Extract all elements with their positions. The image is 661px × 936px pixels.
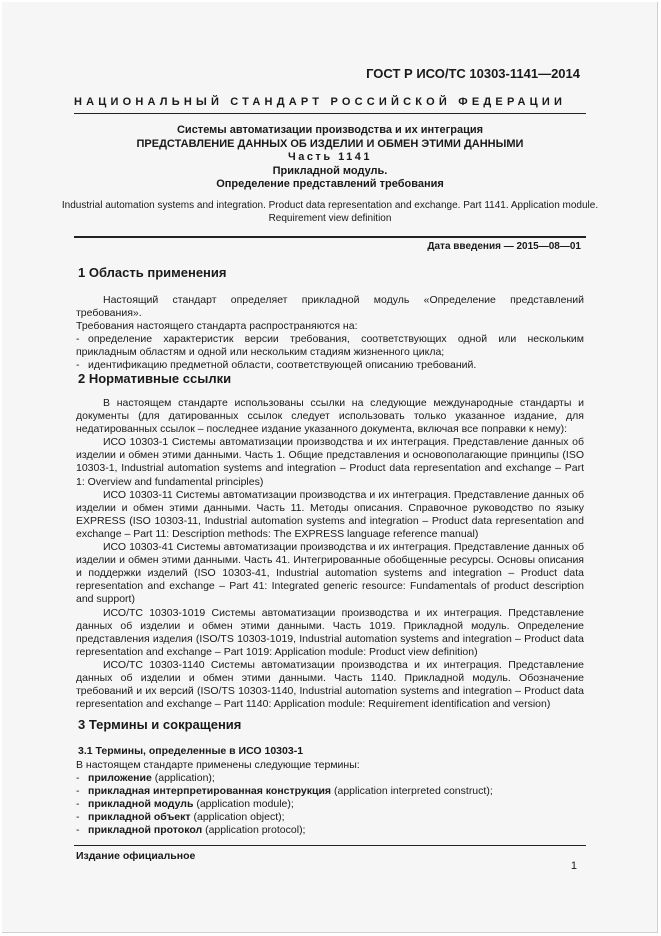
title-line-5: Определение представлений требования <box>216 178 444 190</box>
document-page <box>2 2 658 933</box>
reference-iso-10303-41: ИСО 10303-41 Системы автоматизации производства и их интеграция. Представление данных об изделии и обмен этими данными. Часть 41. Интегрированные обобщенные ресурсы. Основы описания и поддержки изделий (ISO 10303-41, Industrial automation systems and integration – Product data representation and exchange – Part 41: Integrated generic resource: Fundamentals of product description and support) <box>76 541 584 606</box>
section-1-body: Настоящий стандарт определяет прикладной модуль «Определение представлений требования». Требования настоящего стандарта распространяются на: - определение характеристик версии требования, соответствующих одной или нескольким прикладным областям и одной или нескольким стадиям жизненного цикла; - идентификацию предметной области, соответствующей описанию требований. <box>76 294 584 372</box>
title-line-4: Прикладной модуль. <box>272 164 388 177</box>
section-2-intro: В настоящем стандарте использованы ссылки на следующие международные стандарты и документы (для датированных ссылок следует использовать только указанное издание, для недатированных ссылок – последнее издание указанного документа, включая все поправки к нему): <box>76 397 584 436</box>
section-3-body <box>76 759 584 838</box>
term-en: (application protocol); <box>205 824 306 837</box>
title-part: Часть 1141 <box>287 151 373 163</box>
header-rule <box>74 113 586 114</box>
page-number: 1 <box>570 860 577 872</box>
subsection-3-1-heading: 3.1 Термины, определенные в ИСО 10303-1 <box>78 745 304 757</box>
term-en: (application module); <box>196 798 294 811</box>
introduction-date: Дата введения — 2015—08—01 <box>427 241 581 252</box>
term-ru: прикладная интерпретированная конструкция <box>88 785 332 798</box>
national-standard-banner: НАЦИОНАЛЬНЫЙ СТАНДАРТ РОССИЙСКОЙ ФЕДЕРАЦИИ <box>74 96 567 108</box>
reference-iso-ts-10303-1140: ИСО/ТС 10303-1140 Системы автоматизации производства и их интеграция. Представление данных об изделии и обмен этими данными. Часть 1140. Прикладной модуль. Обозначение требований и их версий (ISO/TS 10303-1140, Industrial automation systems and integration – Product data representation and exchange – Part 1140: Application module: Requirement identification and version) <box>76 658 584 711</box>
date-rule <box>74 236 586 238</box>
section-1-heading: 1 Область применения <box>78 265 227 280</box>
section-1-bullet-2: идентификацию предметной области, соответствующей описанию требований. <box>88 359 477 372</box>
reference-iso-ts-10303-1019: ИСО/ТС 10303-1019 Системы автоматизации производства и их интеграция. Представление данных об изделии и обмен этими данными. Часть 1019. Прикладной модуль. Определение представления изделия (ISO/TS 10303-1019, Industrial automation systems and integration – Product data representation and exchange – Part 1019: Application module: Product view definition) <box>76 606 584 658</box>
section-3-heading: 3 Термины и сокращения <box>78 717 242 732</box>
term-item: - прикладной протокол (application protocol); <box>76 824 306 837</box>
document-number: ГОСТ Р ИСО/ТС 10303-1141—2014 <box>366 66 580 81</box>
title-line-2: ПРЕДСТАВЛЕНИЕ ДАННЫХ ОБ ИЗДЕЛИИ И ОБМЕН ЭТИМИ ДАННЫМИ <box>136 137 524 150</box>
term-item: - приложение (application); <box>76 772 215 785</box>
term-item: - прикладной объект (application object); <box>76 811 285 824</box>
section-3-intro: В настоящем стандарте применены следующие термины: <box>76 759 360 771</box>
term-en: (application object); <box>193 811 285 824</box>
term-en: (application); <box>154 772 215 785</box>
section-1-p2: Требования настоящего стандарта распространяются на: <box>76 320 358 333</box>
official-edition-label: Издание официальное <box>76 850 196 862</box>
title-block <box>74 124 586 192</box>
english-title: Industrial automation systems and integration. Product data representation and exchange. Part 1141. Application module. Requirement view definition <box>61 200 599 224</box>
term-item: - прикладная интерпретированная конструкция (application interpreted construct); <box>76 785 493 798</box>
footer-rule <box>74 845 586 846</box>
term-ru: прикладной протокол <box>88 824 203 837</box>
term-ru: приложение <box>88 772 152 785</box>
term-en: (application interpreted construct); <box>333 785 493 798</box>
term-ru: прикладной модуль <box>88 798 194 811</box>
term-ru: прикладной объект <box>88 811 191 824</box>
section-1-p1: Настоящий стандарт определяет прикладной модуль «Определение представлений требования». <box>76 294 584 320</box>
reference-iso-10303-11: ИСО 10303-11 Системы автоматизации производства и их интеграция. Представление данных об изделии и обмен этими данными. Часть 11. Методы описания. Справочное руководство по языку EXPRESS (ISO 10303-11, Industrial automation systems and integration – Product data representation and exchange – Part 11: Description methods: The EXPRESS language reference manual) <box>76 488 584 540</box>
term-item: - прикладной модуль (application module); <box>76 798 294 811</box>
reference-iso-10303-1: ИСО 10303-1 Системы автоматизации производства и их интеграция. Представление данных об изделии и обмен этими данными. Часть 1. Общие представления и основополагающие принципы (ISO 10303-1, Industrial automation systems and integration – Product data representation and exchange – Part 1: Overview and fundamental principles) <box>76 436 584 488</box>
section-1-bullet-1: определение характеристик версии требования, соответствующих одной или нескольким прикладным областям и одной или нескольким стадиям жизненного цикла; <box>76 333 584 359</box>
section-2-heading: 2 Нормативные ссылки <box>78 371 232 386</box>
title-line-1: Системы автоматизации производства и их интеграция <box>176 124 484 136</box>
section-2-body <box>76 397 584 711</box>
